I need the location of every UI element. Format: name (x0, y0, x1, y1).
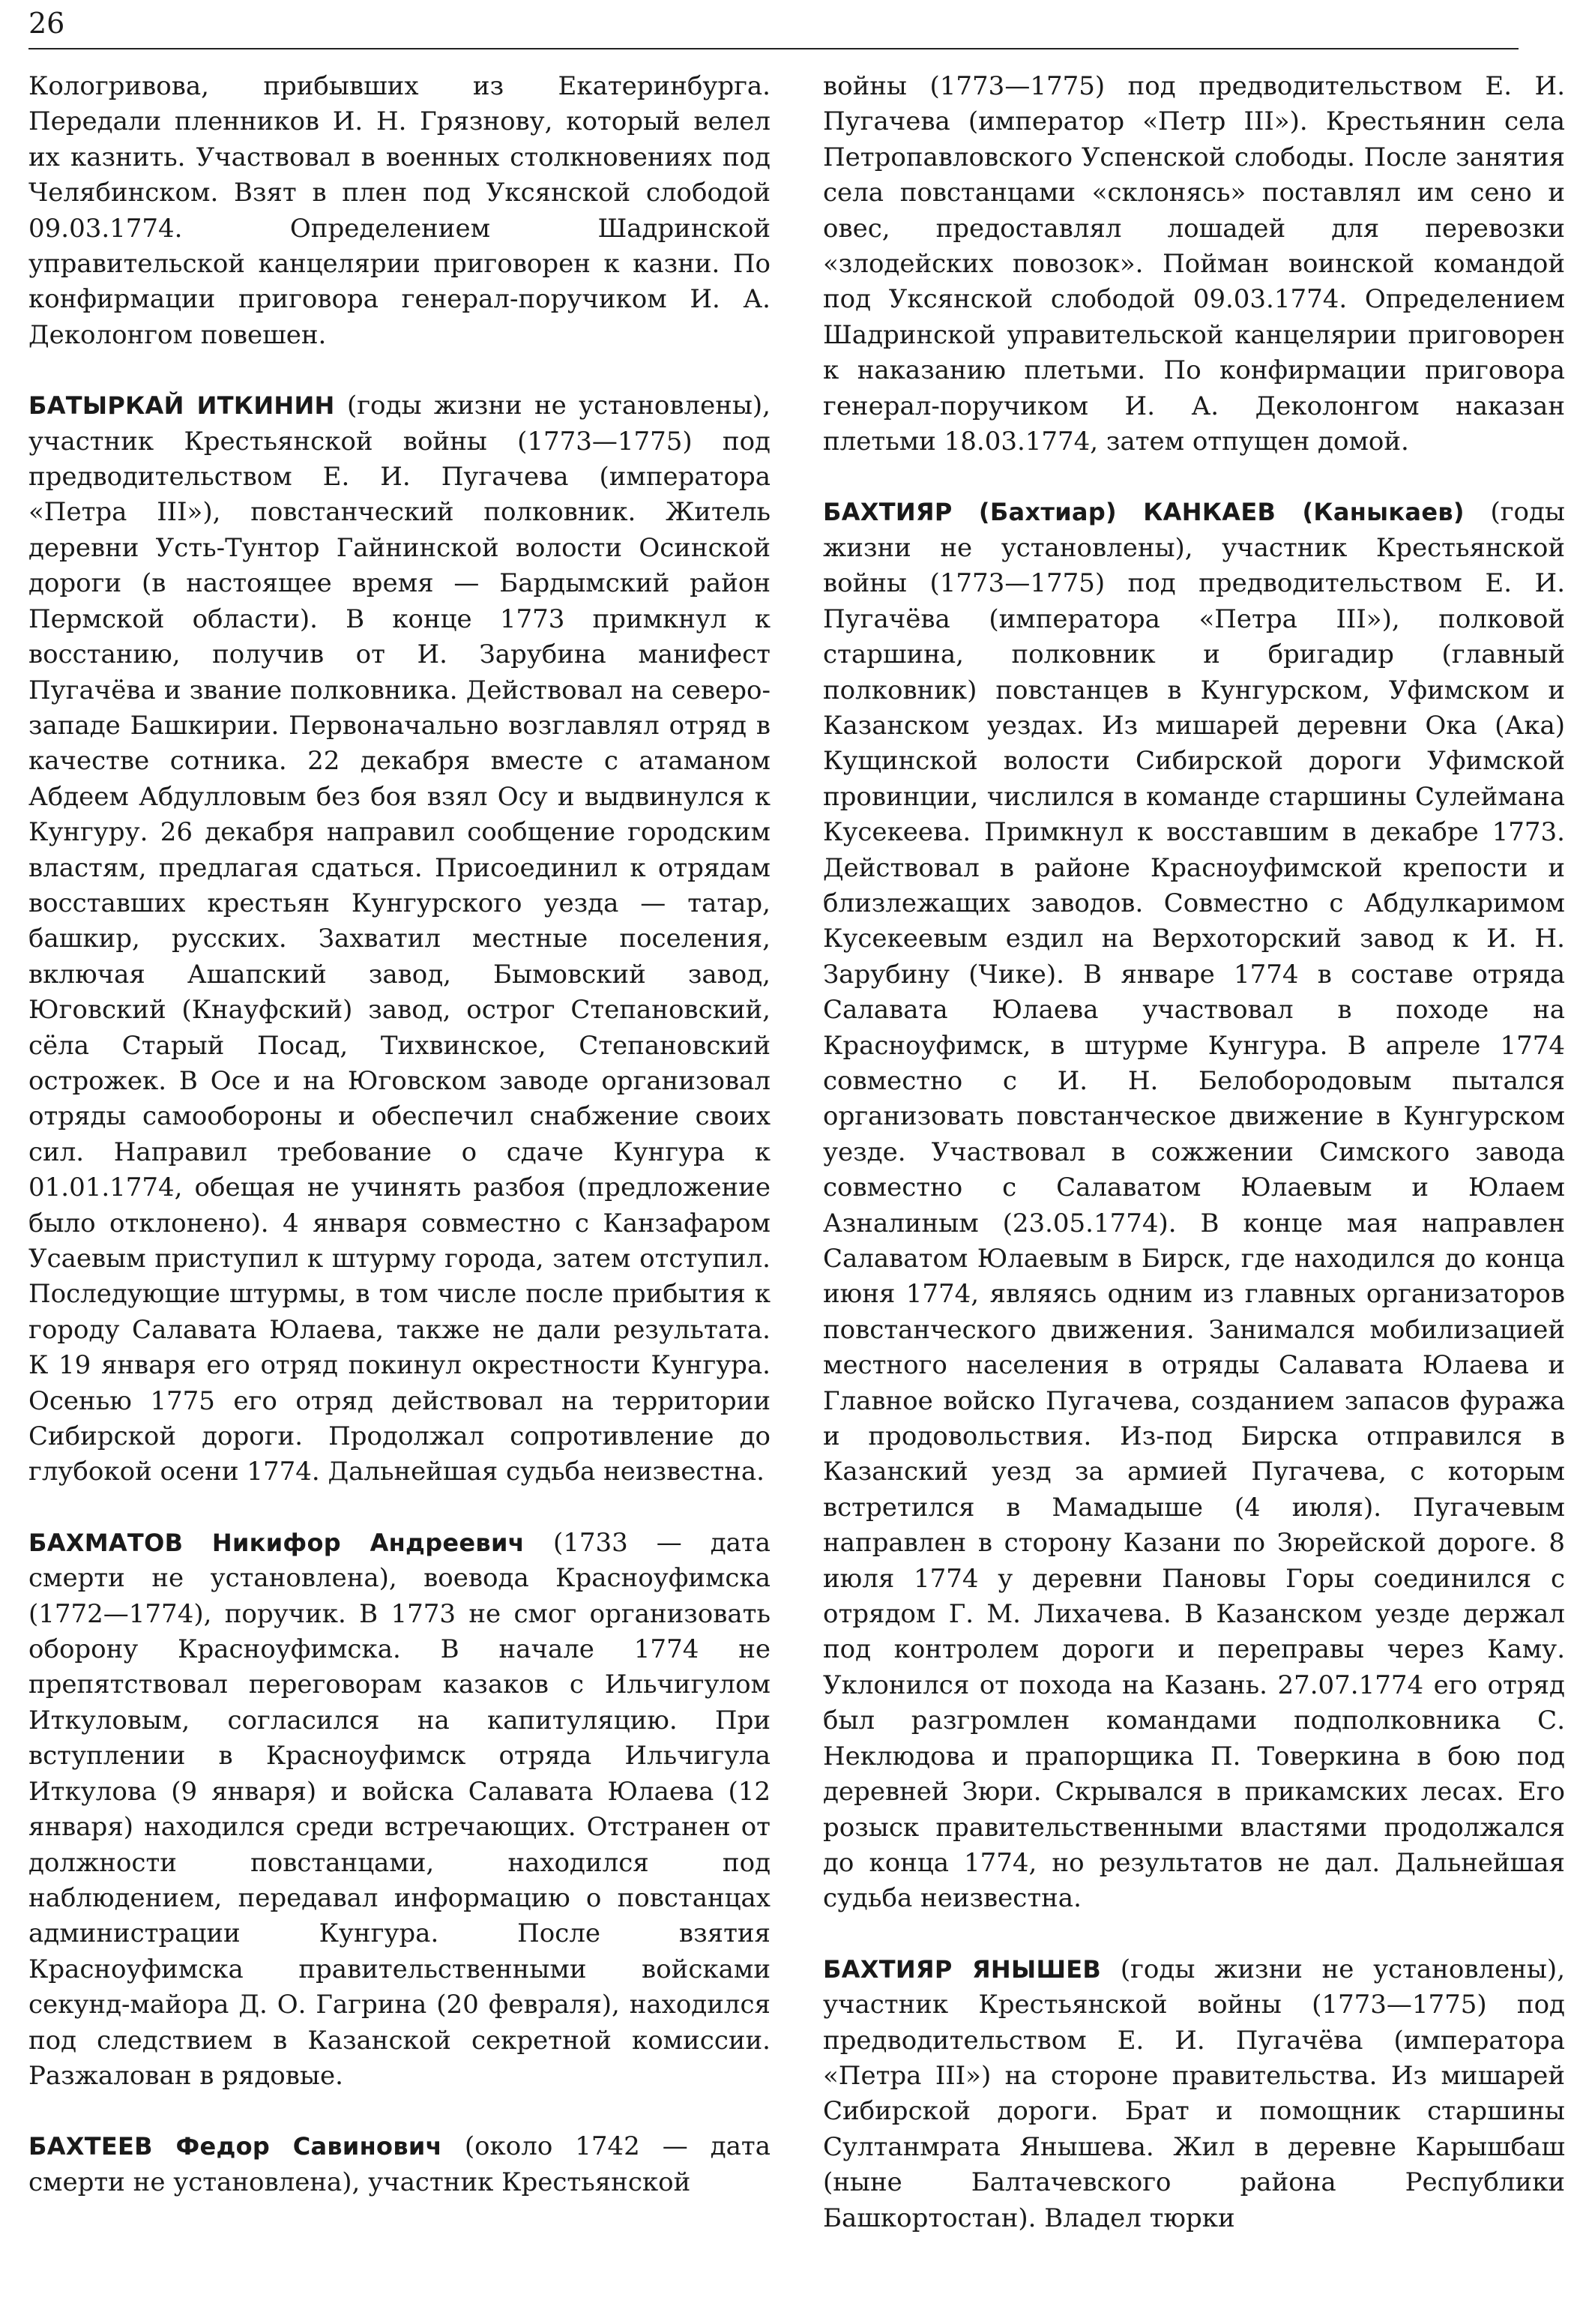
entry-text: (около 1742 — дата смерти не установлена), участник Крестьянской (28, 2131, 771, 2197)
entry-headword: БАТЫРКАЙ ИТКИНИН (28, 391, 335, 421)
entry-paragraph (28, 2129, 771, 2200)
page-number: 26 (28, 7, 65, 40)
entry-bakhmatov (28, 1526, 771, 2095)
entry-text: (1733 — дата смерти не установлена), воевода Красноуфимска (1772—1774), поручик. В 1773 не смог организовать оборону Красноуфимска. В начале 1774 не препятствовал переговорам казаков с Ильчигулом Иткуловым, согласился на капитуляцию. При вступлении в Красноуфимск отряда Ильчигула Иткулова (9 января) и войска Салавата Юлаева (12 января) находился среди встречающих. Отстранен от должности повстанцами, находился под наблюдением, передавал информацию о повстанцах администрации Кунгура. После взятия Красноуфимска правительственными войсками секунд-майора Д. О. Гагрина (20 февраля), находился под следствием в Казанской секретной комиссии. Разжалован в рядовые. (28, 1527, 771, 2091)
entry-paragraph (823, 1952, 1565, 2236)
entry-paragraph (823, 495, 1565, 1916)
entry-text: Кологривова, прибывших из Екатеринбурга. Передали пленников И. Н. Грязнову, который велел их казнить. Участвовал в военных столкновениях под Челябинском. Взят в плен под Уксянской слободой 09.03.1774. Определением Шадринской управительской канцелярии приговорен к казни. По конфирмации приговора генерал-поручиком И. А. Деколонгом повешен. (28, 71, 771, 350)
header-rule (28, 48, 1519, 49)
entry-paragraph (28, 388, 771, 1490)
entry-bakhtiyar-yanyshev (823, 1952, 1565, 2236)
entry-headword: БАХТЕЕВ Федор Савинович (28, 2132, 442, 2161)
entry-bakhtiyar-kankaev (823, 495, 1565, 1916)
entry-text: (годы жизни не установлены), участник Крестьянской войны (1773—1775) под предводительством Е. И. Пугачёва (императора «Петра III») на стороне правительства. Из мишарей Сибирской дороги. Брат и помощник старшины Султанмрата Янышева. Жил в деревне Карышбаш (ныне Балтачевского района Республики Башкортостан). Владел тюрки (823, 1954, 1566, 2233)
entry-continuation (823, 69, 1565, 460)
entry-continuation (28, 69, 771, 353)
entry-batyrkai-itkinin (28, 388, 771, 1490)
entry-text: (годы жизни не установлены), участник Крестьянской войны (1773—1775) под предводительством Е. И. Пугачёва (императора «Петра III»), полковой старшина, полковник и бригадир (главный полковник) повстанцев в Кунгурском, Уфимском и Казанском уездах. Из мишарей деревни Ока (Ака) Кущинской волости Сибирской дороги Уфимской провинции, числился в команде старшины Сулеймана Кусекеева. Примкнул к восставшим в декабре 1773. Действовал в районе Красноуфимской крепости и близлежащих заводов. Совместно с Абдулкаримом Кусекеевым ездил на Верхоторский завод к И. Н. Зарубину (Чике). В январе 1774 в составе отряда Салавата Юлаева участвовал в походе на Красноуфимск, в штурме Кунгура. В апреле 1774 совместно с И. Н. Белобородовым пытался организовать повстанческое движение в Кунгурском уезде. Участвовал в сожжении Симского завода совместно с Салаватом Юлаевым и Юлаем Азналиным (23.05.1774). В конце мая направлен Салаватом Юлаевым в Бирск, где находился до конца июня 1774, являясь одним из главных организаторов повстанческого движения. Занимался мобилизацией местного населения в отряды Салавата Юлаева и Главное войско Пугачева, созданием запасов фуража и продовольствия. Из-под Бирска отправился в Казанский уезд за армией Пугачева, с которым встретился в Мамадыше (4 июля). Пугачевым направлен в сторону Казани по Зюрейской дороге. 8 июля 1774 у деревни Пановы Горы соединился с отрядом Г. М. Лихачева. В Казанском уезде держал под контролем дороги и переправы через Каму. Уклонился от похода на Казань. 27.07.1774 его отряд был разгромлен командами подполковника С. Неклюдова и прапорщика П. Товеркина в бою под деревней Зюри. Скрывался в прикамских лесах. Его розыск правительственными властями продолжался до конца 1774, но результатов не дал. Дальнейшая судьба неизвестна. (823, 497, 1565, 1914)
left-column (28, 69, 771, 2236)
right-column (823, 69, 1565, 2272)
entry-bakhteev (28, 2129, 771, 2200)
entry-text: войны (1773—1775) под предводительством Е. И. Пугачева (император «Петр III»). Крестьянин села Петропавловского Успенской слободы. После занятия села повстанцами «склонясь» поставлял им сено и овес, предоставлял лошадей для перевозки «злодейских повозок». Пойман воинской командой под Уксянской слободой 09.03.1774. Определением Шадринской управительской канцелярии приговорен к наказанию плетьми. По конфирмации приговора генерал-поручиком И. А. Деколонгом наказан плетьми 18.03.1774, затем отпущен домой. (823, 71, 1565, 457)
entry-headword: БАХМАТОВ Никифор Андреевич (28, 1528, 525, 1557)
entry-paragraph (28, 1526, 771, 2095)
entry-headword: БАХТИЯР ЯНЫШЕВ (823, 1954, 1102, 1984)
entry-headword: БАХТИЯР (Бахтиар) КАНКАЕВ (Каныкаев) (823, 498, 1465, 527)
entry-text: (годы жизни не установлены), участник Крестьянской войны (1773—1775) под предводительством Е. И. Пугачева (императора «Петра III»), повстанческий полковник. Житель деревни Усть-Тунтор Гайнинской волости Осинской дороги (в настоящее время — Бардымский район Пермской области). В конце 1773 примкнул к восстанию, получив от И. Зарубина манифест Пугачёва и звание полковника. Действовал на северо-западе Башкирии. Первоначально возглавлял отряд в качестве сотника. 22 декабря вместе с атаманом Абдеем Абдулловым без боя взял Осу и выдвинулся к Кунгуру. 26 декабря направил сообщение городским властям, предлагая сдаться. Присоединил к отрядам восставших крестьян Кунгурского уезда — татар, башкир, русских. Захватил местные поселения, включая Ашапский завод, Бымовский завод, Юговский (Кнауфский) завод, острог Степановский, сёла Старый Посад, Тихвинское, Степановский острожек. В Осе и на Юговском заводе организовал отряды самообороны и обеспечил снабжение своих сил. Направил требование о сдаче Кунгура к 01.01.1774, обещая не учинять разбоя (предложение было отклонено). 4 января совместно с Канзафаром Усаевым приступил к штурму города, затем отступил. Последующие штурмы, в том числе после прибытия к городу Салавата Юлаева, также не дали результата. К 19 января его отряд покинул окрестности Кунгура. Осенью 1775 его отряд действовал на территории Сибирской дороги. Продолжал сопротивление до глубокой осени 1774. Дальнейшая судьба неизвестна. (28, 391, 771, 1487)
